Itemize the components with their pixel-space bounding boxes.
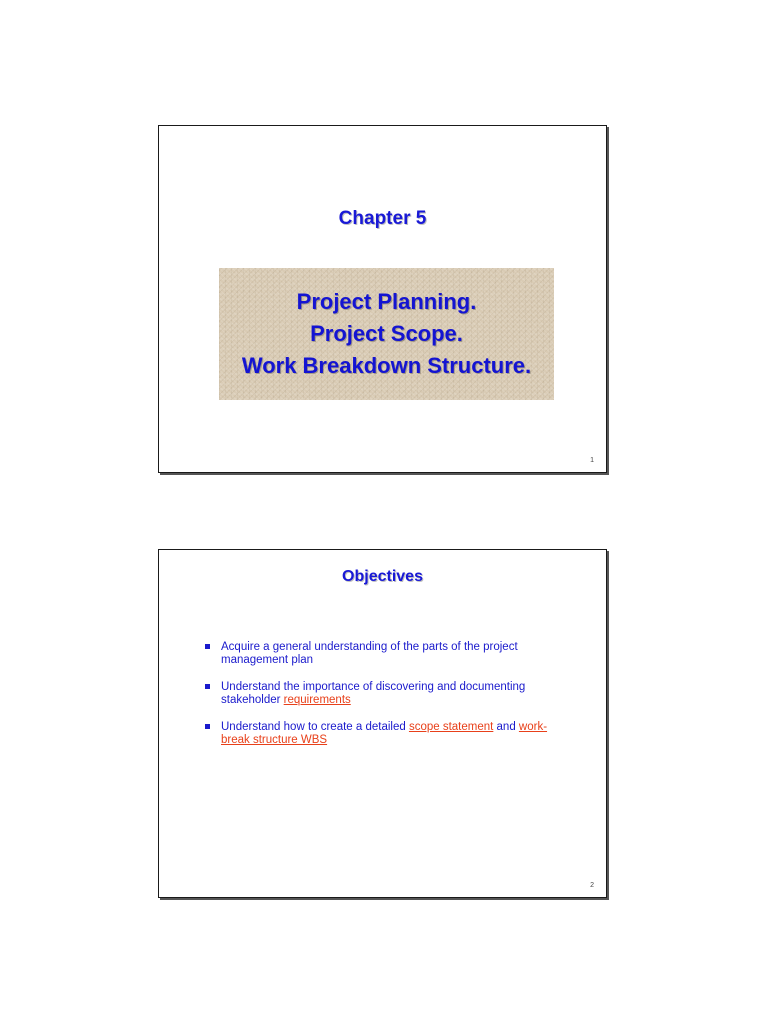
- slide-2: [158, 549, 607, 898]
- bullet-text: Understand the importance of discovering and documenting stakeholder: [221, 681, 526, 706]
- bullet-text-connector: and: [493, 721, 519, 733]
- objectives-list: [201, 641, 561, 761]
- square-bullet-icon: [205, 644, 210, 649]
- wbs-link[interactable]: work-break structure WBS: [221, 721, 548, 746]
- square-bullet-icon: [205, 724, 210, 729]
- slide-number: 2: [590, 882, 594, 889]
- title-line-1: Project Planning.: [296, 289, 477, 314]
- list-item: [201, 641, 561, 667]
- chapter-title: Chapter 5: [338, 208, 427, 229]
- objectives-title: Objectives: [342, 568, 423, 585]
- square-bullet-icon: [205, 684, 210, 689]
- requirements-link[interactable]: requirements: [283, 694, 351, 706]
- title-box: [219, 268, 554, 400]
- title-line-3: Work Breakdown Structure.: [241, 353, 532, 378]
- scope-statement-link[interactable]: scope statement: [408, 721, 494, 733]
- bullet-text: Acquire a general understanding of the parts of the project management plan: [221, 641, 518, 666]
- slide-1: [158, 125, 607, 473]
- slide-number: 1: [590, 457, 594, 464]
- list-item: [201, 681, 561, 707]
- list-item: [201, 721, 561, 747]
- bullet-text: Understand how to create a detailed: [221, 721, 409, 733]
- title-line-2: Project Scope.: [310, 321, 463, 346]
